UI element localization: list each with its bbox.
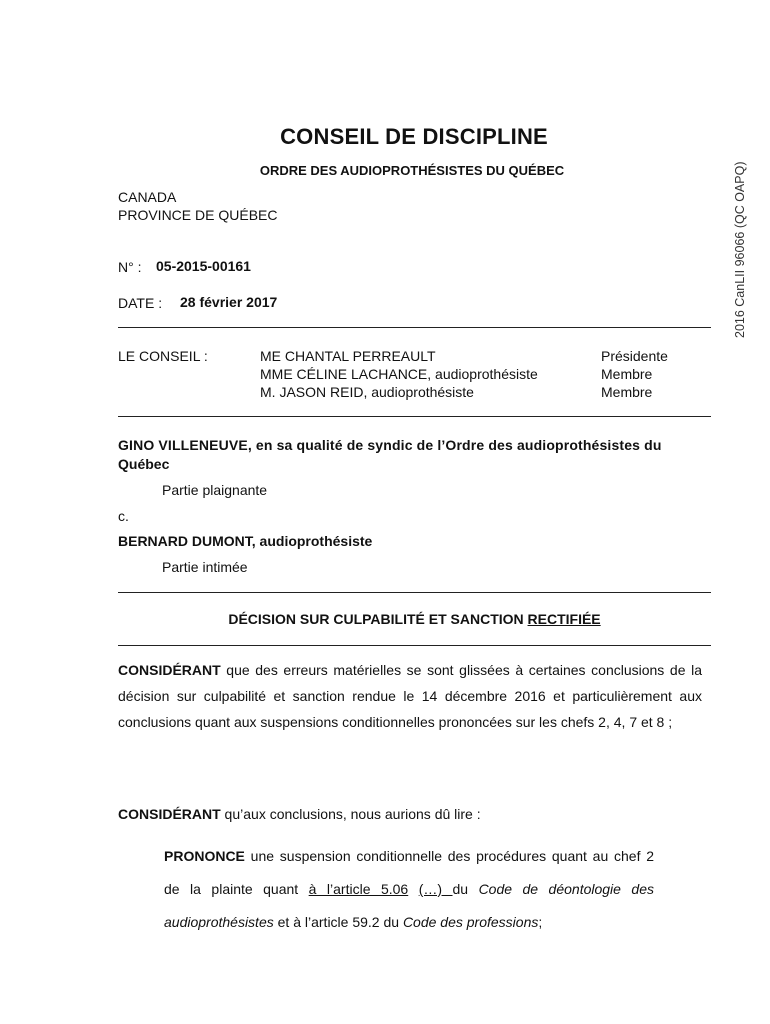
quote-space — [408, 881, 418, 897]
date-label: DATE : — [118, 295, 163, 311]
council-member-name: M. JASON REID, audioprothésiste — [260, 384, 474, 400]
document-subtitle: ORDRE DES AUDIOPROTHÉSISTES DU QUÉBEC — [259, 163, 565, 178]
paragraph-text: qu’aux conclusions, nous aurions dû lire : — [220, 806, 481, 822]
province-label: PROVINCE DE QUÉBEC — [118, 207, 278, 223]
council-member-name: MME CÉLINE LACHANCE, audioprothésiste — [260, 366, 538, 382]
council-member-role: Membre — [601, 384, 653, 400]
plaintiff-name: GINO VILLENEUVE, en sa qualité de syndic de l’Ordre des audioprothésistes du — [118, 437, 662, 453]
code-title: Code de déontologie des audioprothésistes — [164, 881, 654, 930]
considerant-lead: CONSIDÉRANT — [118, 806, 221, 822]
paragraph-text: que des erreurs matérielles se sont glissées à certaines conclusions de la décision sur culpabilité et sanction rendue le 14 décembre 2016 et particulièrement aux conclusions quant aux suspensions conditionnelles prononcées sur les chefs 2, 4, 7 et 8 ; — [118, 662, 702, 730]
quote-text: une suspension conditionnelle des procédures quant au chef 2 de la plainte quant — [164, 848, 654, 897]
quote-text: du — [452, 881, 479, 897]
divider — [118, 416, 711, 417]
decision-date: 28 février 2017 — [180, 294, 278, 310]
divider — [118, 592, 711, 593]
document-title: CONSEIL DE DISCIPLINE — [280, 124, 548, 149]
considerant-lead: CONSIDÉRANT — [118, 662, 221, 678]
quote-text: et à l’article 59.2 du — [273, 914, 403, 930]
council-member-role: Présidente — [601, 348, 668, 364]
decision-heading-text: DÉCISION SUR CULPABILITÉ ET SANCTION — [228, 611, 528, 627]
respondent-role: Partie intimée — [162, 559, 248, 575]
decision-heading — [118, 611, 711, 627]
case-number-label: N° : — [118, 259, 142, 275]
code-title: Code des professions — [402, 914, 539, 930]
article-reference: à l’article 5.06 — [308, 881, 409, 897]
divider — [118, 327, 711, 328]
quote-text: ; — [538, 914, 543, 930]
considerant-paragraph-1 — [118, 657, 702, 735]
case-number: 05-2015-00161 — [156, 258, 251, 274]
plaintiff-role: Partie plaignante — [162, 482, 268, 498]
considerant-paragraph-2 — [118, 801, 702, 827]
council-member-name: ME CHANTAL PERREAULT — [260, 348, 436, 364]
quoted-conclusion — [164, 840, 654, 939]
canlii-citation: 2016 CanLII 96066 (QC OAPQ) — [733, 161, 747, 338]
divider — [118, 645, 711, 646]
plaintiff-name-continued: Québec — [118, 456, 170, 472]
decision-heading-rectified: RECTIFIÉE — [527, 611, 601, 627]
country-label: CANADA — [118, 189, 177, 205]
council-label: LE CONSEIL : — [118, 348, 208, 364]
respondent-name: BERNARD DUMONT, audioprothésiste — [118, 533, 373, 549]
prononce-lead: PRONONCE — [164, 848, 245, 864]
ellipsis-reference: (…) — [418, 881, 453, 897]
versus-label: c. — [118, 508, 129, 524]
council-member-role: Membre — [601, 366, 653, 382]
